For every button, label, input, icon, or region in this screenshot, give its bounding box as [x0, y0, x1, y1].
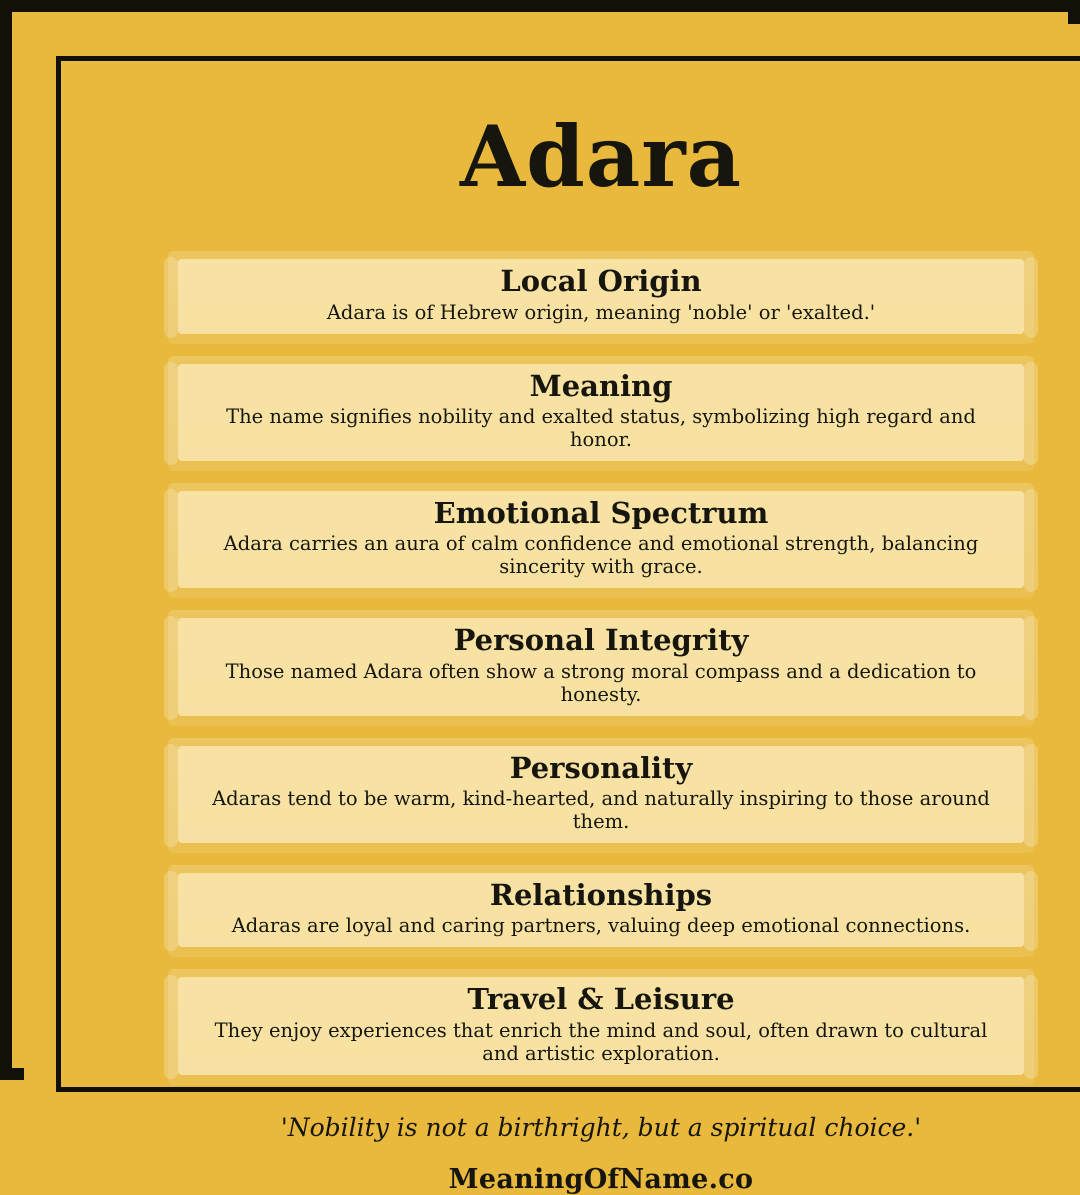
section-body: They enjoy experiences that enrich the mind and soul, often drawn to cultural and artistic exploration.	[214, 1018, 988, 1065]
section-title: Relationships	[489, 877, 713, 912]
section-body: Adaras tend to be warm, kind-hearted, and naturally inspiring to those around them.	[212, 786, 990, 833]
section-relationships	[168, 865, 1034, 957]
section-body: Adaras are loyal and caring partners, valuing deep emotional connections.	[231, 914, 971, 938]
footer-quote: 'Nobility is not a birthright, but a spiritual choice.'	[280, 1112, 922, 1142]
section-card	[178, 259, 1024, 333]
section-card	[178, 618, 1024, 715]
section-title: Meaning	[529, 368, 673, 403]
section-card	[178, 491, 1024, 588]
section-personal-integrity	[168, 610, 1034, 725]
section-emotional-spectrum	[168, 483, 1034, 598]
section-title: Local Origin	[500, 264, 702, 299]
poster-frame-gap	[24, 24, 1080, 1195]
section-card	[178, 977, 1024, 1074]
page-title: Adara	[459, 107, 743, 206]
poster-content	[88, 88, 1080, 1195]
section-body: The name signifies nobility and exalted status, symbolizing high regard and honor.	[226, 404, 976, 451]
section-local-origin	[168, 251, 1034, 343]
section-card	[178, 364, 1024, 461]
section-body: Adara carries an aura of calm confidence and emotional strength, balancing sincerity with grace.	[223, 532, 979, 579]
poster-inner-frame	[56, 56, 1080, 1195]
section-title: Personality	[509, 750, 693, 785]
section-card	[178, 746, 1024, 843]
footer-brand: MeaningOfName.co	[448, 1163, 754, 1195]
section-title: Emotional Spectrum	[433, 495, 769, 530]
section-personality	[168, 738, 1034, 853]
section-body: Those named Adara often show a strong moral compass and a dedication to honesty.	[225, 659, 977, 706]
section-body: Adara is of Hebrew origin, meaning 'noble' or 'exalted.'	[326, 300, 876, 324]
section-travel-and-leisure	[168, 969, 1034, 1084]
section-title: Personal Integrity	[453, 623, 749, 658]
section-list	[88, 251, 1080, 1084]
section-meaning	[168, 356, 1034, 471]
section-title: Travel & Leisure	[467, 982, 735, 1017]
section-card	[178, 873, 1024, 947]
